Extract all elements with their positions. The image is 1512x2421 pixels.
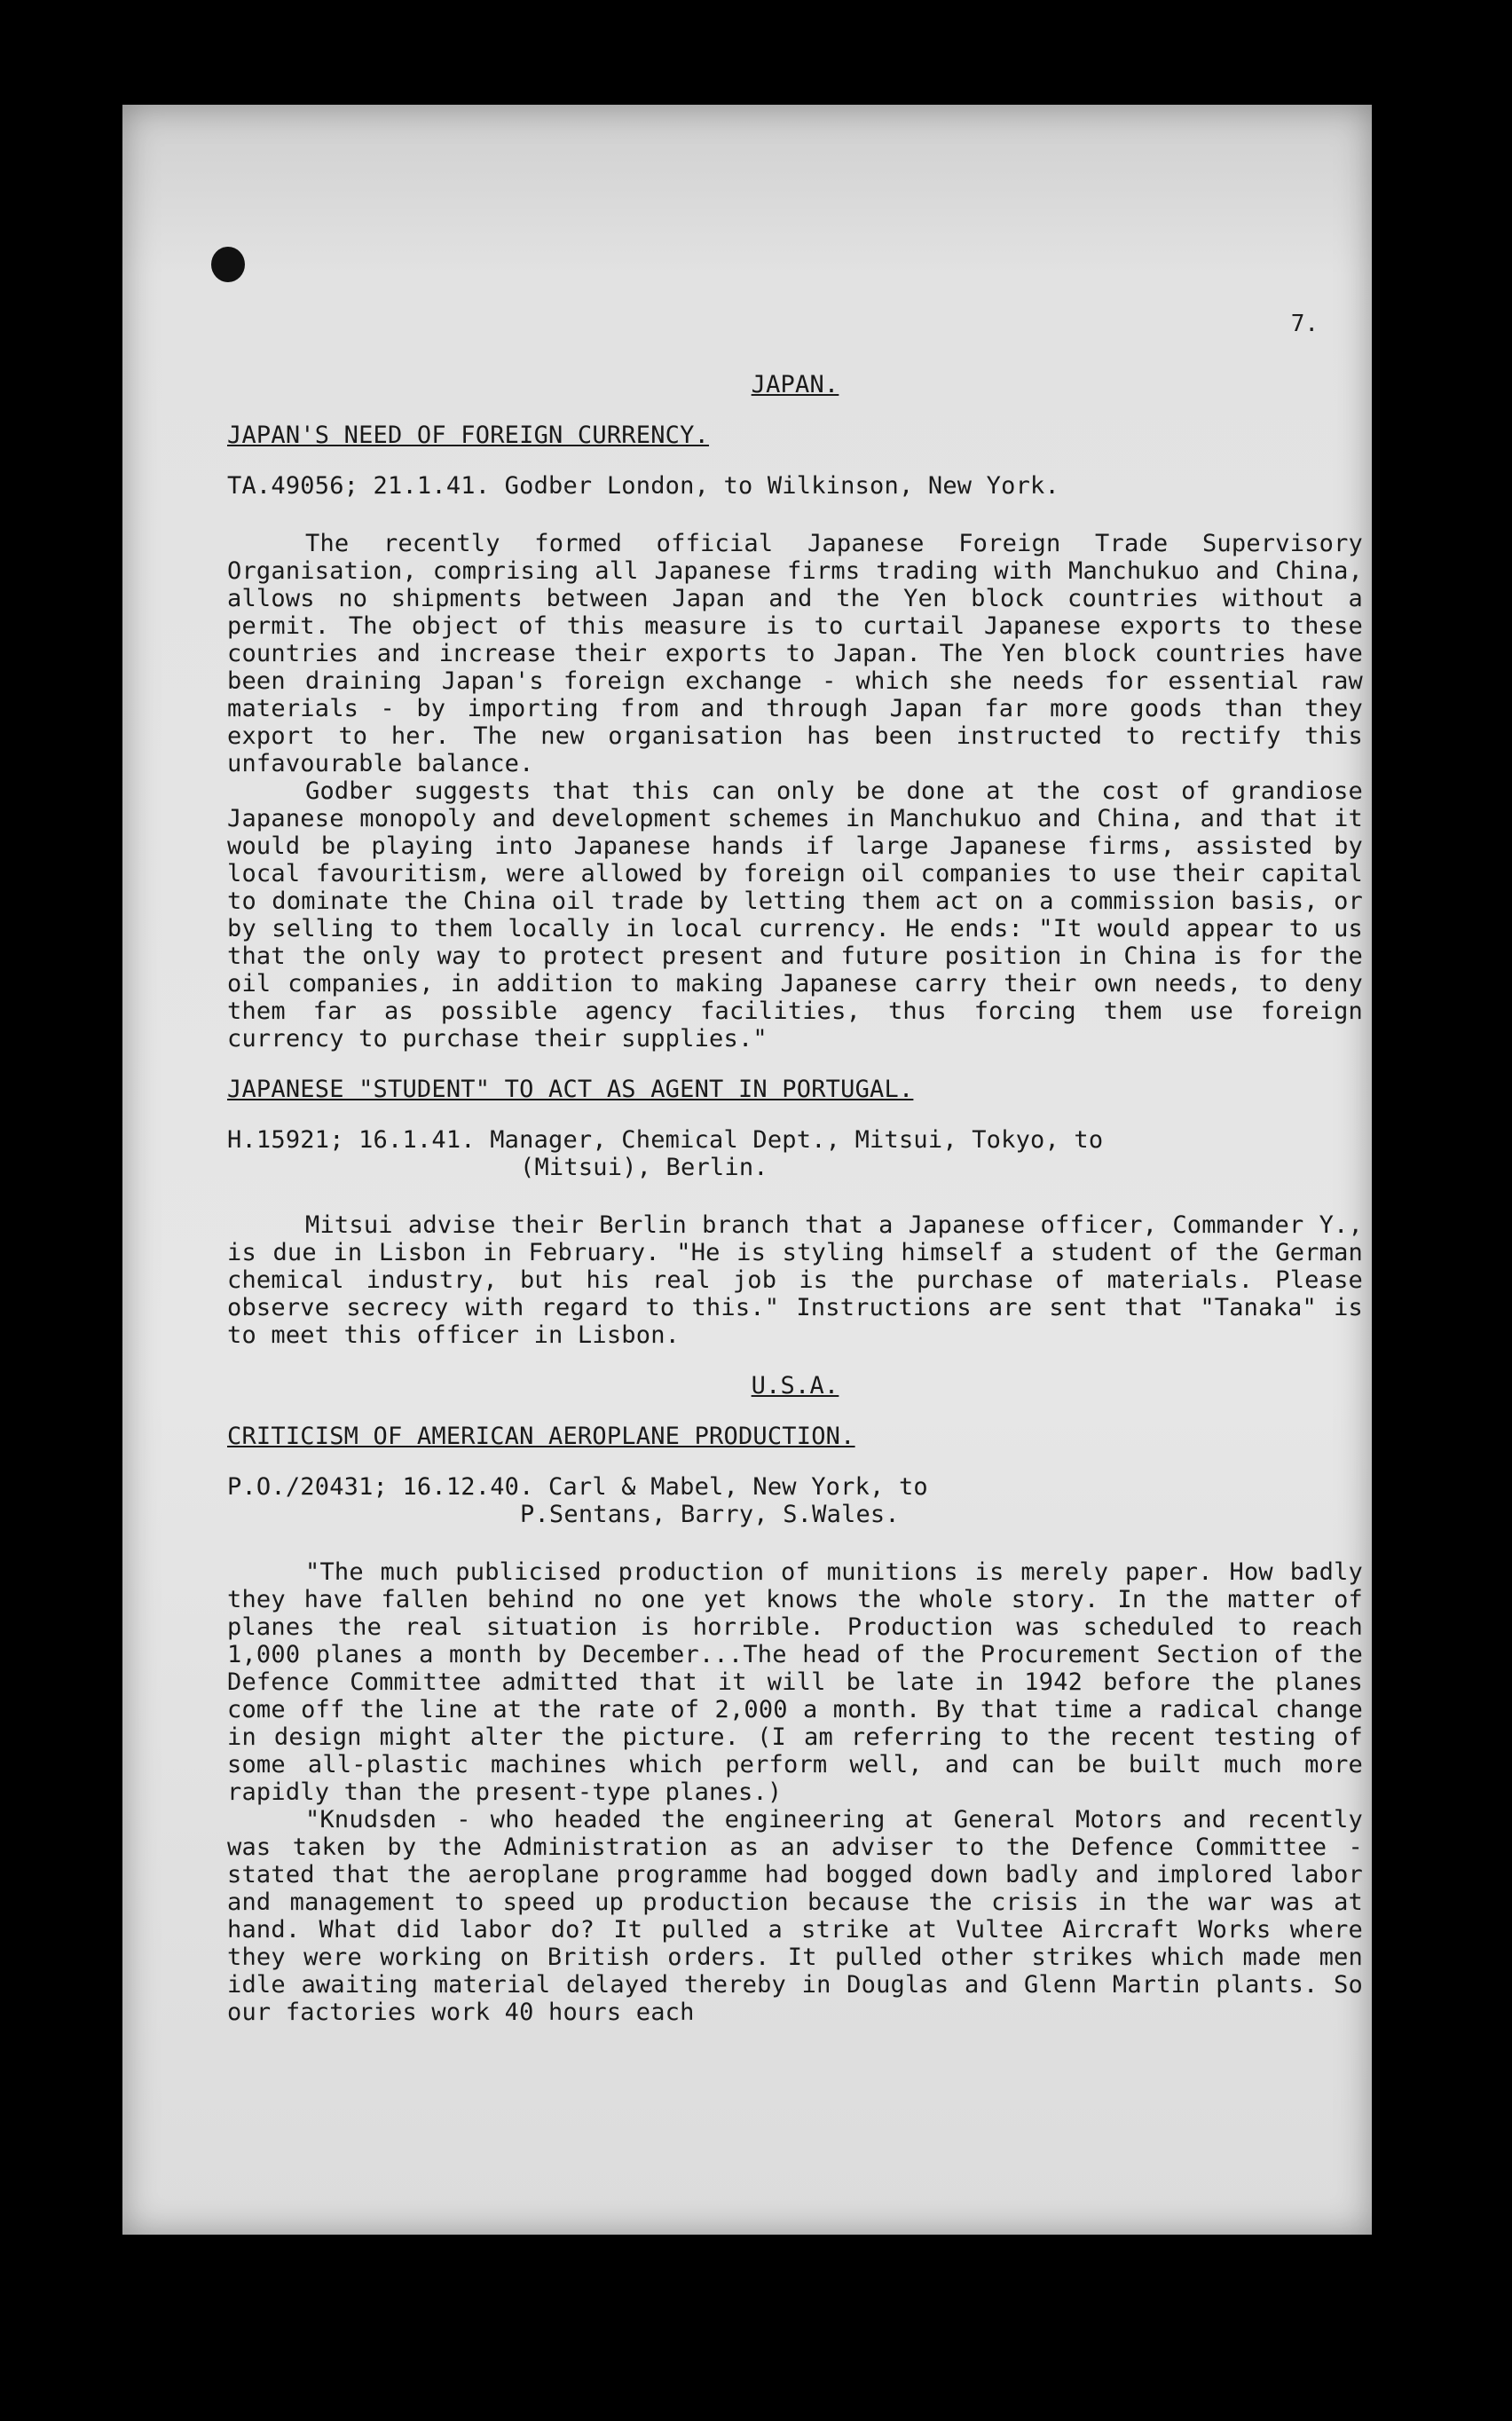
section-reference bbox=[227, 1126, 1363, 1181]
section-heading: JAPANESE "STUDENT" TO ACT AS AGENT IN PORTUGAL. bbox=[227, 1076, 914, 1103]
paragraph: Mitsui advise their Berlin branch that a Japanese officer, Commander Y., is due in Lisbon in February. "He is styling himself a student of the German chemical industry, but his real job is the purchase of materials. Please observe secrecy with regard to this." Instructions are sent that "Tanaka" is to meet this officer in Lisbon. bbox=[227, 1211, 1363, 1349]
country-heading-japan: JAPAN. bbox=[751, 371, 839, 398]
paragraph: The recently formed official Japanese Foreign Trade Supervisory Organisation, comprising all Japanese firms trading with Manchukuo and China, allows no shipments between Japan and the Yen block countries without a permit. The object of this measure is to curtail Japanese exports to these countries and increase their exports to Japan. The Yen block countries have been draining Japan's foreign exchange - which she needs for essential raw materials - by importing from and through Japan far more goods than they export to her. The new organisation has been instructed to rectify this unfavourable balance. bbox=[227, 530, 1363, 777]
section-body bbox=[227, 1211, 1363, 1349]
reference-continuation: (Mitsui), Berlin. bbox=[520, 1154, 768, 1181]
paragraph: "Knudsden - who headed the engineering at General Motors and recently was taken by the Administration as an adviser to the Defence Committee - stated that the aeroplane programme had bogged down badly and implored labor and management to speed up production because the crisis in the war was at hand. What did labor do? It pulled a strike at Vultee Aircraft Works where they were working on British orders. It pulled other strikes which made men idle awaiting material delayed thereby in Douglas and Glenn Martin plants. So our factories work 40 hours each bbox=[227, 1806, 1363, 2026]
paragraph: "The much publicised production of munitions is merely paper. How badly they have fallen behind no one yet knows the whole story. In the matter of planes the real situation is horrible. Production was scheduled to reach 1,000 planes a month by December...The head of the Procurement Section of the Defence Committee admitted that it will be late in 1942 before the planes come off the line at the rate of 2,000 a month. By that time a radical change in design might alter the picture. (I am referring to the recent testing of some all-plastic machines which perform well, and can be built much more rapidly than the present-type planes.) bbox=[227, 1558, 1363, 1806]
section-body bbox=[227, 530, 1363, 1053]
section-reference bbox=[227, 472, 1363, 500]
page-number: 7. bbox=[1290, 311, 1319, 337]
punch-hole bbox=[211, 247, 245, 282]
document-body bbox=[227, 371, 1363, 2049]
section-heading: CRITICISM OF AMERICAN AEROPLANE PRODUCTION. bbox=[227, 1423, 855, 1450]
document-sheet bbox=[122, 105, 1372, 2235]
section-reference bbox=[227, 1473, 1363, 1528]
section-heading: JAPAN'S NEED OF FOREIGN CURRENCY. bbox=[227, 422, 710, 449]
reference-line: H.15921; 16.1.41. Manager, Chemical Dept., Mitsui, Tokyo, to bbox=[227, 1126, 1104, 1154]
section-body bbox=[227, 1558, 1363, 2026]
country-heading-usa: U.S.A. bbox=[751, 1372, 839, 1400]
paragraph: Godber suggests that this can only be done at the cost of grandiose Japanese monopoly and development schemes in Manchukuo and China, and that it would be playing into Japanese hands if large Japanese firms, assisted by local favouritism, were allowed by foreign oil companies to use their capital to dominate the China oil trade by letting them act on a commission basis, or by selling to them locally in local currency. He ends: "It would appear to us that the only way to protect present and future position in China is for the oil companies, in addition to making Japanese carry their own needs, to deny them far as possible agency facilities, thus forcing them use foreign currency to purchase their supplies." bbox=[227, 777, 1363, 1053]
reference-continuation: P.Sentans, Barry, S.Wales. bbox=[520, 1501, 900, 1528]
reference-line: P.O./20431; 16.12.40. Carl & Mabel, New York, to bbox=[227, 1473, 928, 1501]
reference-line: TA.49056; 21.1.41. Godber London, to Wilkinson, New York. bbox=[227, 472, 1059, 500]
